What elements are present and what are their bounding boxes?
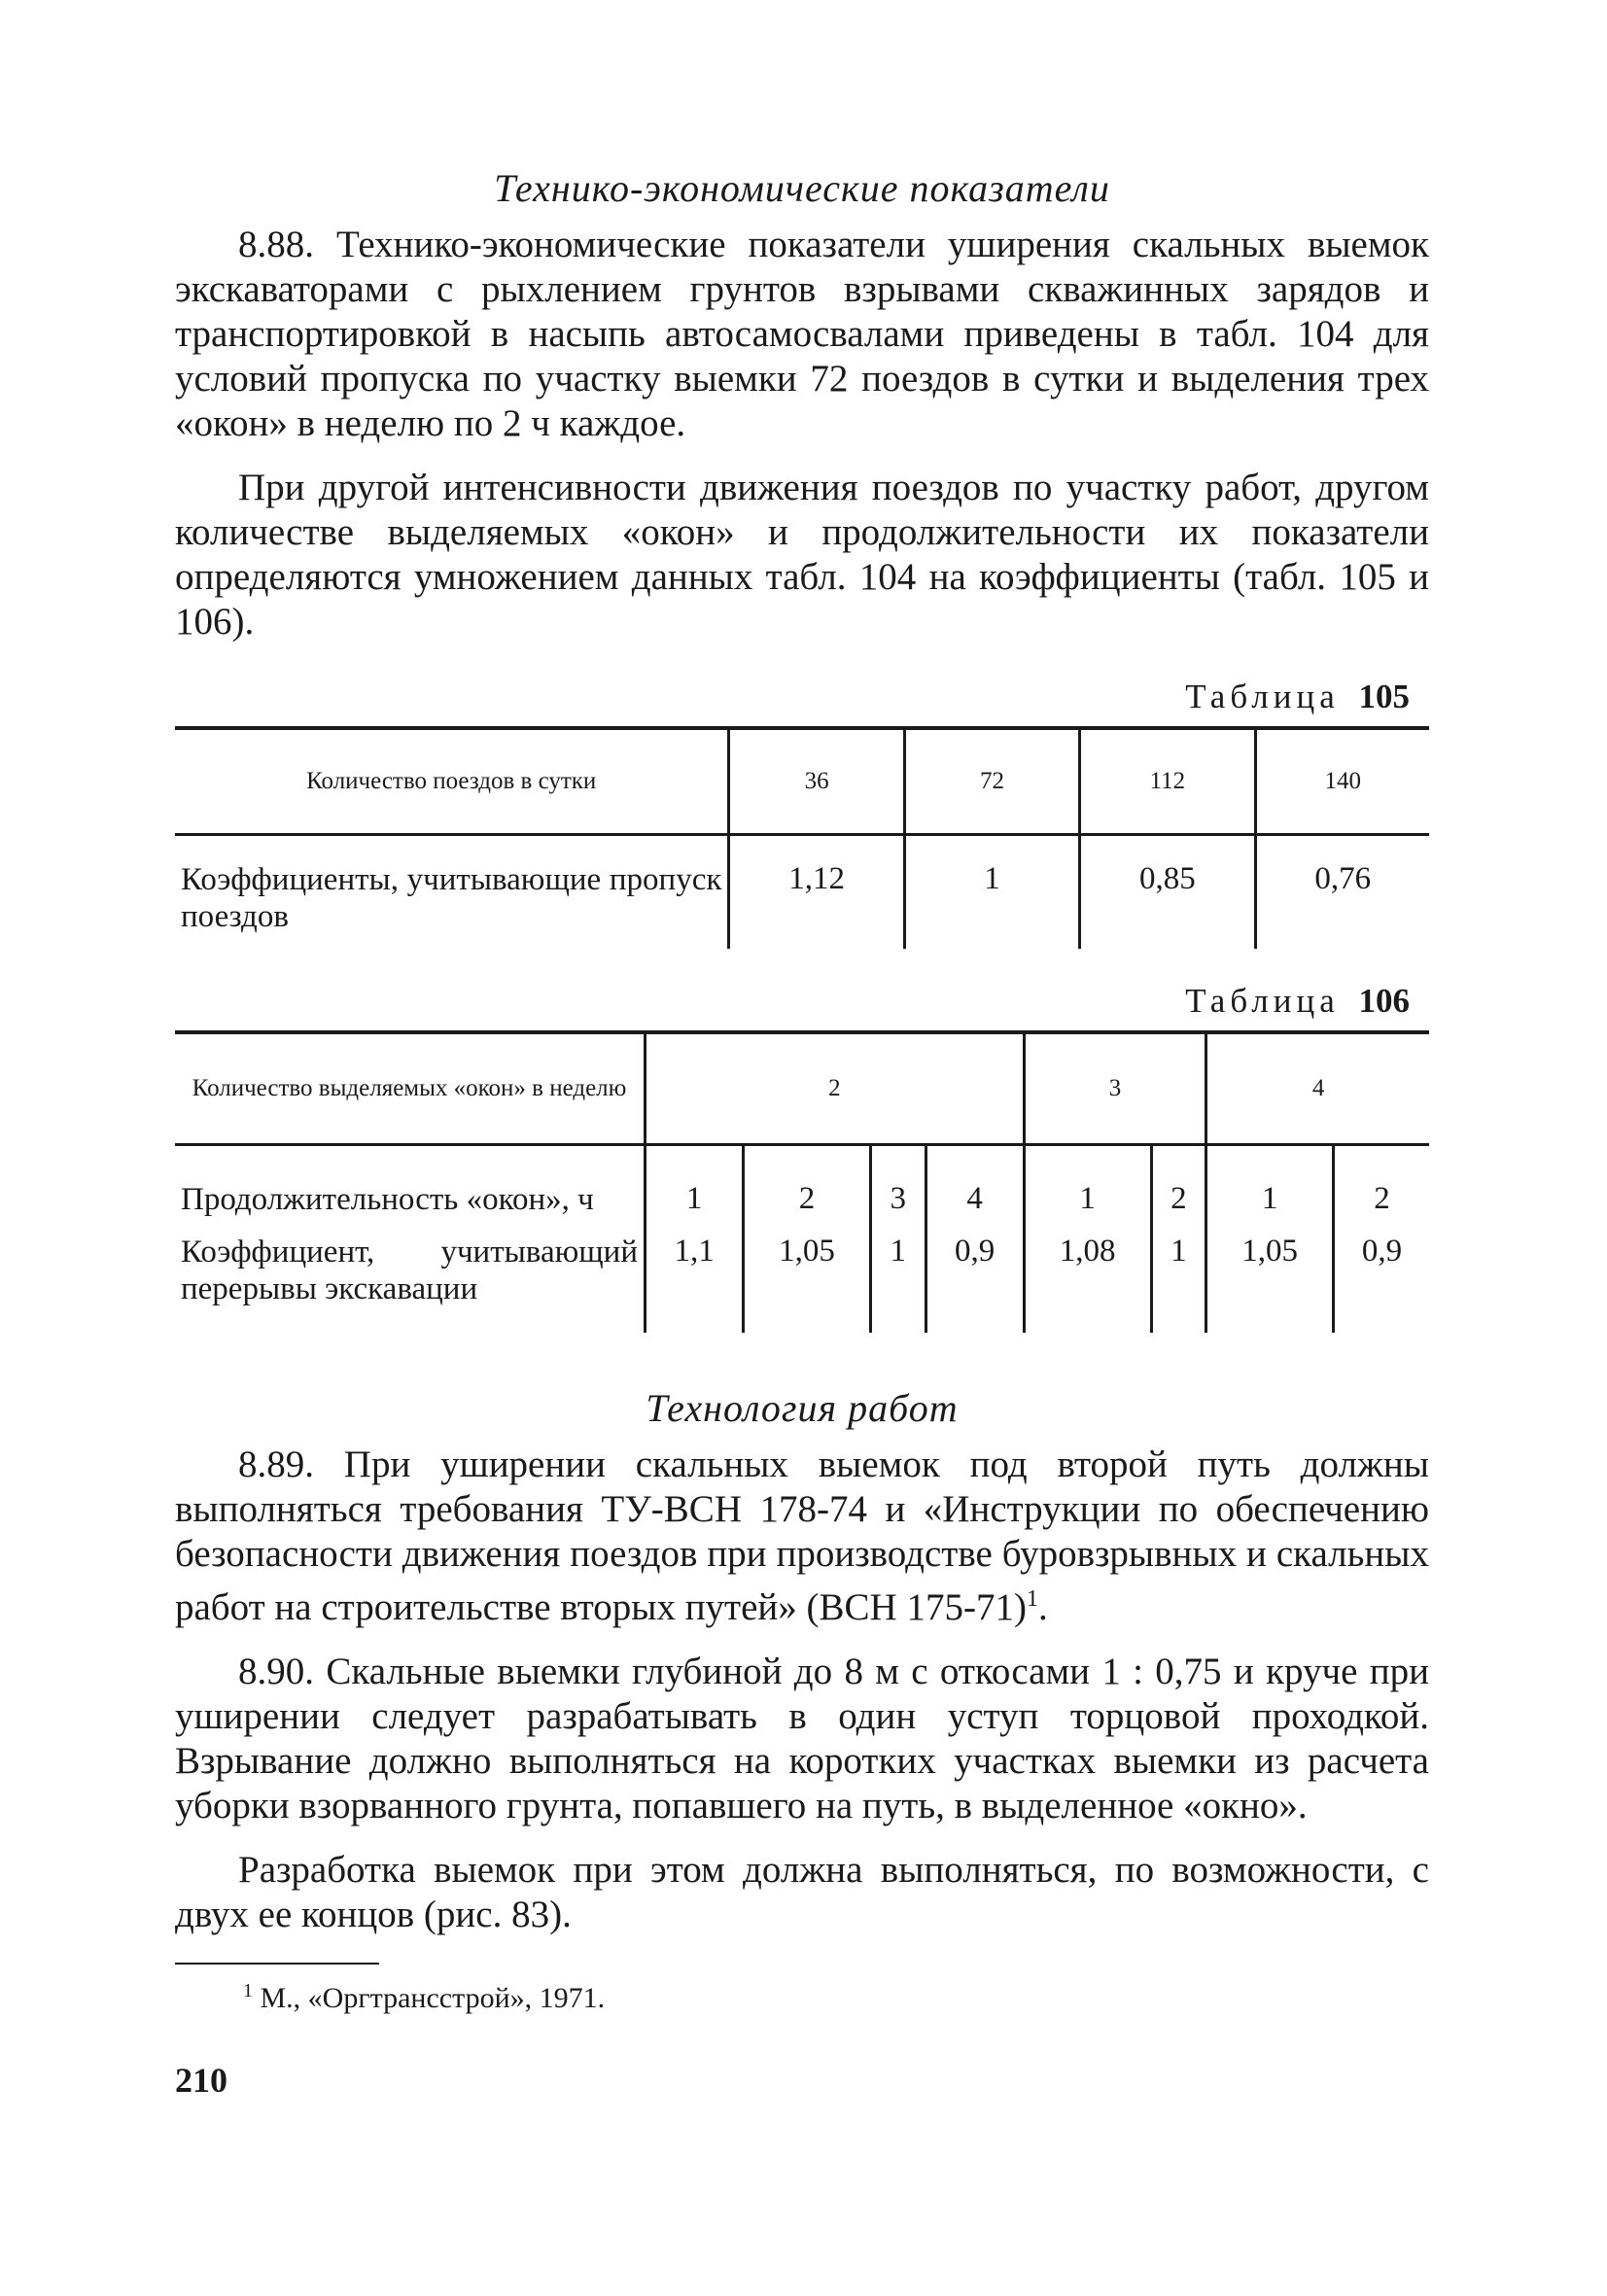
paragraph-8-90: 8.90. Скальные выемки глубиной до 8 м с откосами 1 : 0,75 и круче при уширении следует разрабатывать в один уступ торцовой проходкой. Взрывание должно выполняться на коротких участках выемки из расчета уборки взорванного грунта, попавшего на путь, в выделенное «окно». <box>175 1651 1429 1826</box>
paragraph-8-89-text: 8.89. При уширении скальных выемок под второй путь должны выполняться требования ТУ-ВСН 178-74 и «Инструкции по обеспечению безопасности движения поездов при производстве буровзрывных и скальных работ на строительстве вторых путей» (ВСН 175-71) <box>175 1444 1429 1628</box>
table-105-header-cell: 72 <box>904 728 1079 835</box>
table-105-data-row <box>175 835 1429 950</box>
footnote-mark: 1 <box>243 1980 253 2001</box>
table-105-header-cell: 36 <box>729 728 904 835</box>
table-106-cell: 1,05 <box>1206 1222 1334 1333</box>
footnote-reference: 1 <box>1026 1586 1038 1612</box>
section-heading-technology: Технология работ <box>646 1386 959 1430</box>
table-106-cell: 0,9 <box>926 1222 1024 1333</box>
page <box>175 165 1429 2101</box>
footnote <box>243 1980 1429 2015</box>
table-106-header-group: 2 <box>646 1032 1025 1145</box>
section-heading-indicators: Технико-экономические показатели <box>494 166 1110 210</box>
table-105 <box>175 726 1429 949</box>
table-106-header-group: 4 <box>1206 1032 1429 1145</box>
table-106-cell: 2 <box>1334 1145 1430 1223</box>
table-105-header-cell: 140 <box>1255 728 1429 835</box>
table-106-cell: 1 <box>1206 1145 1334 1223</box>
table-106-cell: 1 <box>1151 1222 1206 1333</box>
paragraph-development: Разработка выемок при этом должна выполняться, по возможности, с двух ее концов (рис. 83). <box>175 1849 1429 1935</box>
paragraph-8-88: 8.88. Технико-экономические показатели уширения скальных выемок экскаваторами с рыхлением грунтов взрывами скважинных зарядов и транспортировкой в насыпь автосамосвалами приведены в табл. 104 для условий пропуска по участку выемки 72 поездов в сутки и выделения трех «окон» в неделю по 2 ч каждое. <box>175 224 1429 444</box>
table-105-cell: 1,12 <box>729 835 904 950</box>
table-105-cell: 0,85 <box>1080 835 1255 950</box>
table-105-cell: 1 <box>904 835 1079 950</box>
paragraph-8-89-end: . <box>1037 1586 1048 1628</box>
table-106 <box>175 1030 1429 1333</box>
table-106-cell: 2 <box>1151 1145 1206 1223</box>
footnote-text: М., «Оргтрансстрой», 1971. <box>260 1982 606 2014</box>
table-105-header-row <box>175 728 1429 835</box>
paragraph-8-89 <box>175 1443 1429 1630</box>
table-106-cell: 0,9 <box>1334 1222 1430 1333</box>
table-105-row-label: Коэффициенты, учитывающие пропуск поездов <box>181 862 722 934</box>
table-106-cell: 3 <box>870 1145 926 1223</box>
table-106-row2-label: Коэффициент, учитывающий перерывы экскавации <box>181 1235 638 1306</box>
table-106-cell: 1,05 <box>744 1222 871 1333</box>
footnote-divider <box>175 1963 379 1965</box>
table-106-cell: 1 <box>1024 1145 1151 1223</box>
table-105-caption-word: Таблица <box>1185 678 1340 715</box>
table-105-header-label: Количество поездов в сутки <box>175 728 729 835</box>
table-105-cell: 0,76 <box>1255 835 1429 950</box>
table-106-coefficient-row <box>175 1222 1429 1333</box>
table-106-caption-word: Таблица <box>1185 982 1340 1020</box>
table-106-caption <box>175 982 1410 1021</box>
table-105-caption <box>175 678 1410 716</box>
table-105-header-cell: 112 <box>1080 728 1255 835</box>
table-106-header-label: Количество выделяемых «окон» в неделю <box>175 1032 646 1145</box>
table-106-caption-number: 106 <box>1358 982 1410 1020</box>
page-number: 210 <box>175 2061 227 2100</box>
table-106-cell: 1 <box>646 1145 744 1223</box>
table-106-cell: 1 <box>870 1222 926 1333</box>
table-106-cell: 4 <box>926 1145 1024 1223</box>
paragraph-other-intensity: При другой интенсивности движения поездов по участку работ, другом количестве выделяемых «окон» и продолжительности их показатели определяются умножением данных табл. 104 на коэффициенты (табл. 105 и 106). <box>175 467 1429 643</box>
table-106-cell: 2 <box>744 1145 871 1223</box>
table-106-duration-row <box>175 1145 1429 1223</box>
table-105-caption-number: 105 <box>1358 678 1410 715</box>
table-106-row1-label: Продолжительность «окон», ч <box>181 1182 594 1217</box>
table-106-header-group: 3 <box>1024 1032 1205 1145</box>
table-106-cell: 1,08 <box>1024 1222 1151 1333</box>
table-106-header-row <box>175 1032 1429 1145</box>
table-106-cell: 1,1 <box>646 1222 744 1333</box>
